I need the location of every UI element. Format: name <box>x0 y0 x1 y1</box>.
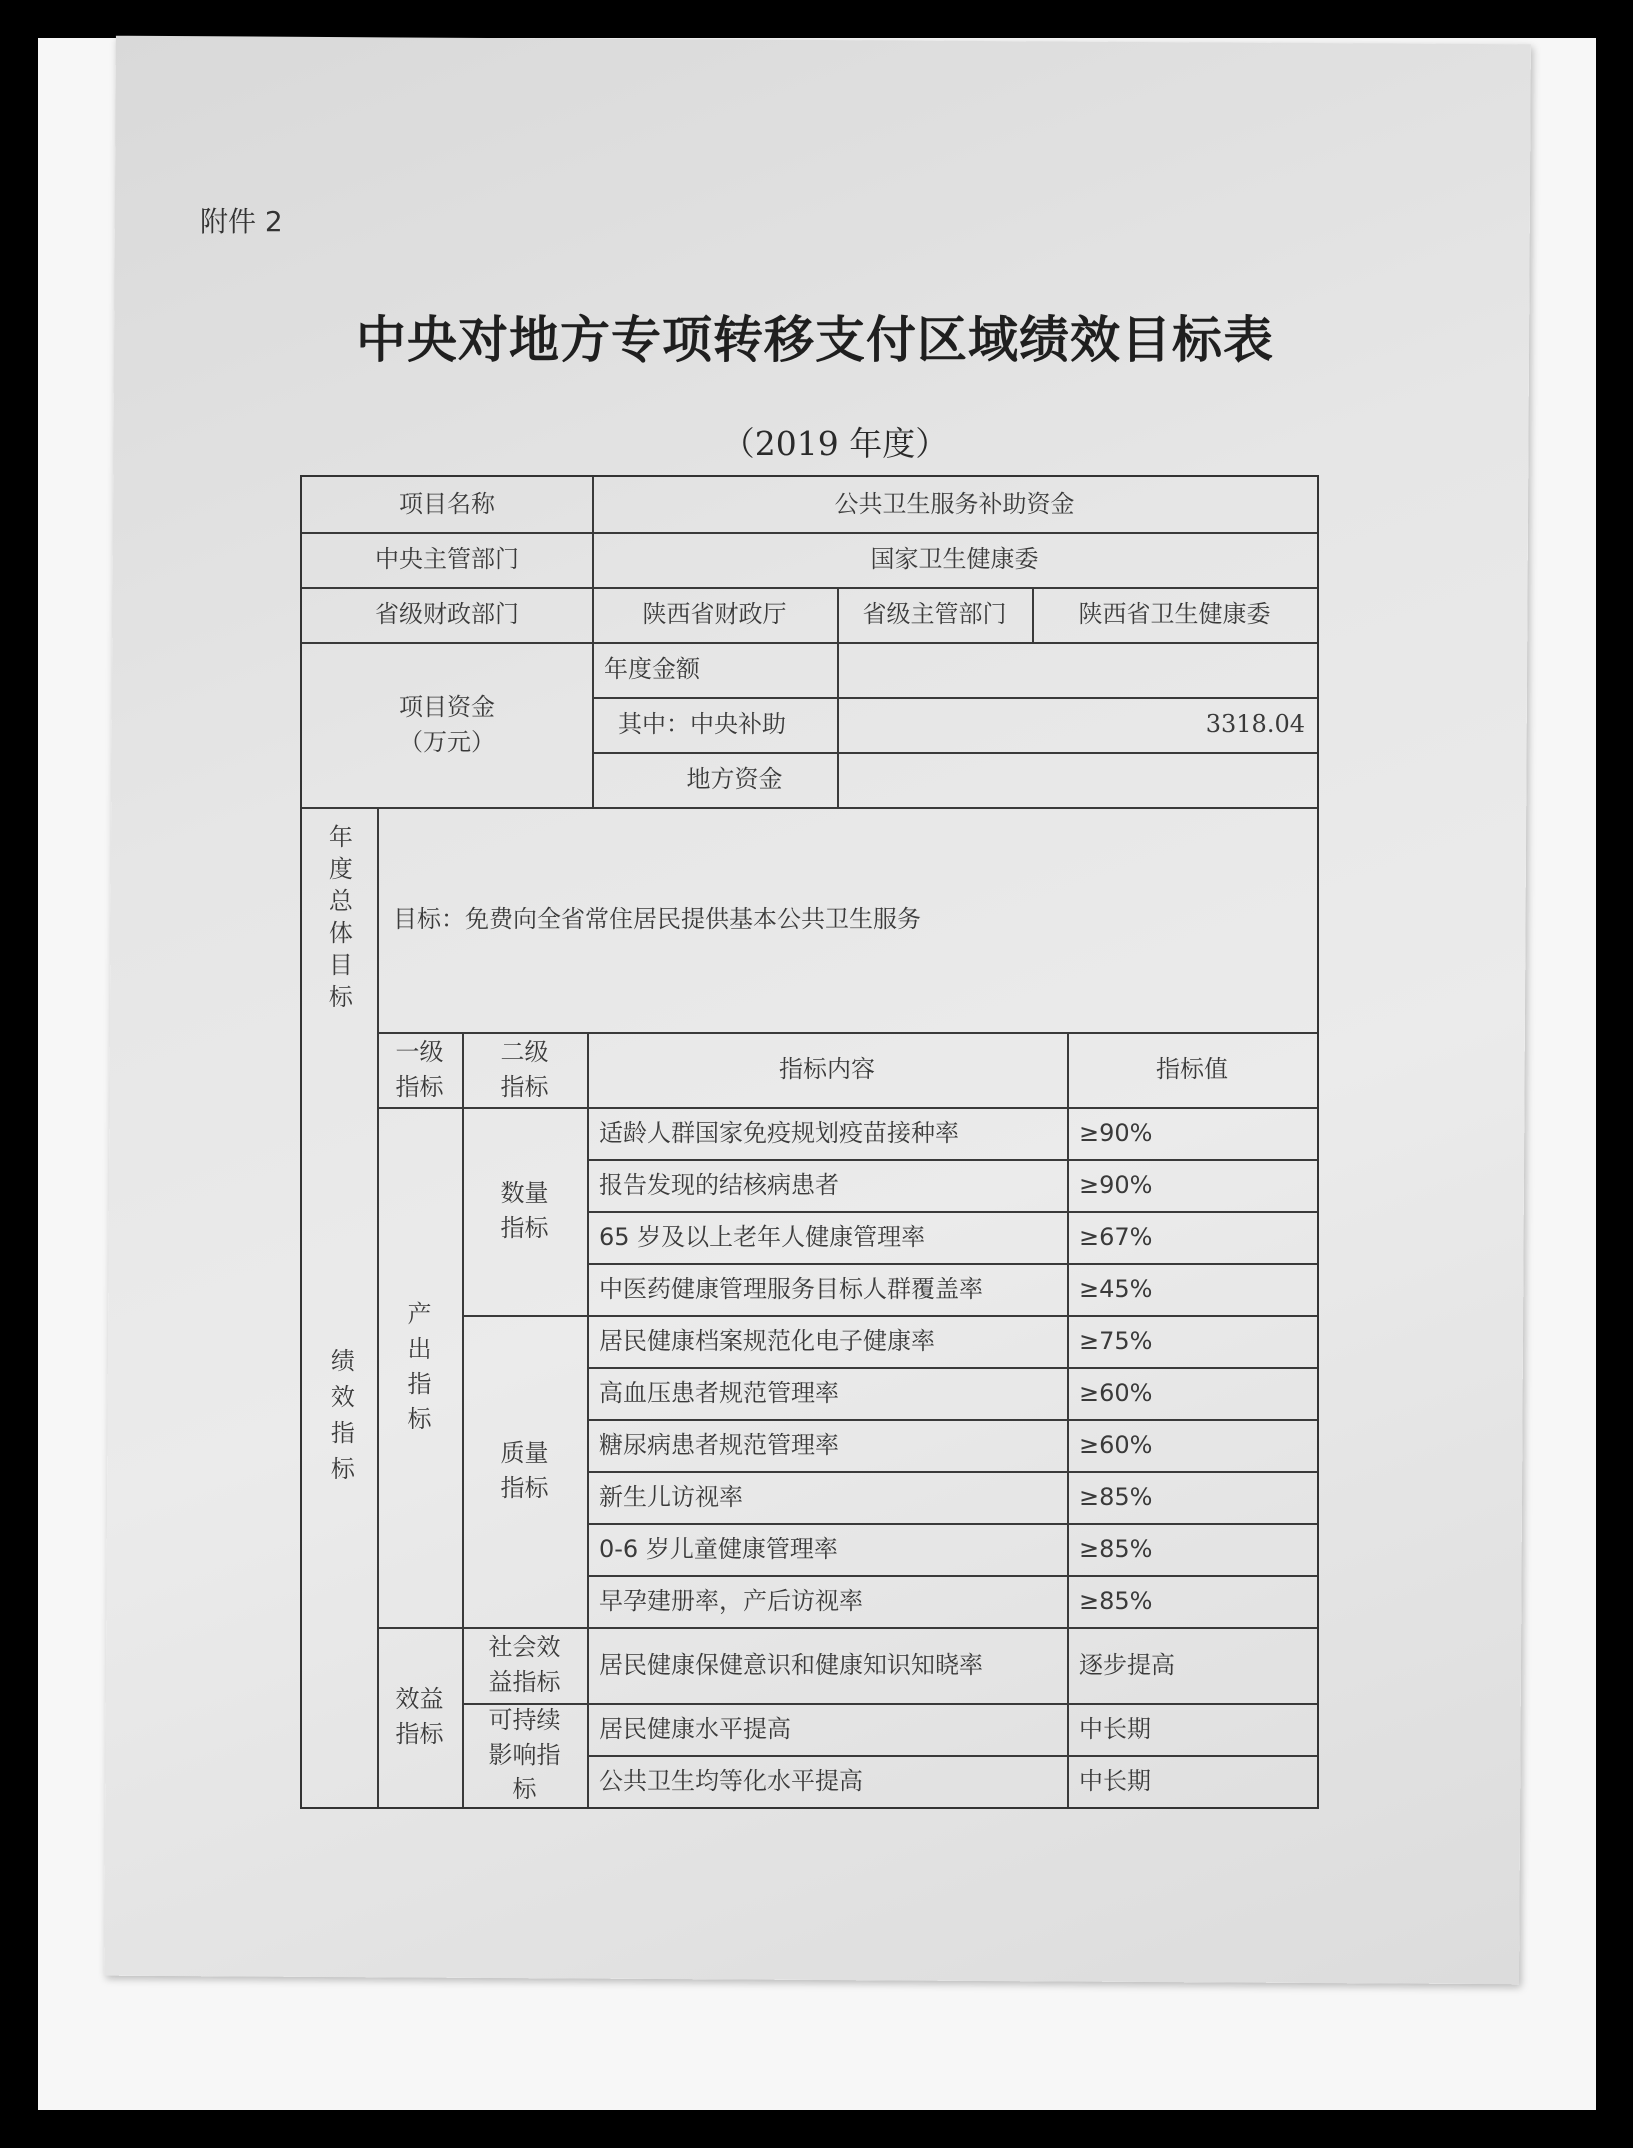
row-value: 逐步提高 <box>1079 1650 1175 1679</box>
row-content: 公共卫生均等化水平提高 <box>599 1766 863 1795</box>
project-name-label: 项目名称 <box>399 490 495 519</box>
row-value: ≥45% <box>1079 1274 1153 1303</box>
row-content: 报告发现的结核病患者 <box>599 1170 839 1199</box>
perf-label: 绩效指标 <box>326 1347 355 1492</box>
row-content: 居民健康保健意识和健康知识知晓率 <box>599 1650 983 1679</box>
row-value: ≥90% <box>1079 1118 1153 1147</box>
row-value: 中长期 <box>1079 1714 1151 1743</box>
row-content: 中医药健康管理服务目标人群覆盖率 <box>599 1274 983 1303</box>
row-value: ≥75% <box>1079 1326 1153 1355</box>
central-subsidy-label: 其中：中央补助 <box>618 710 786 739</box>
level1-header: 一级指标 <box>395 1037 444 1101</box>
row-value: ≥67% <box>1079 1222 1153 1251</box>
prov-dept-value: 陕西省卫生健康委 <box>1078 600 1271 629</box>
attachment-label: 附件 2 <box>200 205 283 238</box>
row-value: ≥60% <box>1079 1378 1153 1407</box>
row-value: ≥60% <box>1079 1430 1153 1459</box>
row-content: 居民健康水平提高 <box>599 1714 791 1743</box>
performance-table <box>300 475 1319 1809</box>
row-content: 高血压患者规范管理率 <box>599 1378 839 1407</box>
row-value: 中长期 <box>1079 1766 1151 1795</box>
output-label: 产出指标 <box>407 1300 432 1433</box>
year-label: （2019 年度） <box>721 424 949 463</box>
project-name-value: 公共卫生服务补助资金 <box>834 490 1075 519</box>
row-content: 居民健康档案规范化电子健康率 <box>599 1326 935 1355</box>
prov-dept-label: 省级主管部门 <box>862 600 1007 629</box>
page-title: 中央对地方专项转移支付区域绩效目标表 <box>356 310 1274 369</box>
row-content: 适龄人群国家免疫规划疫苗接种率 <box>599 1118 959 1147</box>
social-label: 社会效益指标 <box>488 1633 561 1696</box>
content-header: 指标内容 <box>779 1055 875 1084</box>
sustain-label: 可持续影响指标 <box>488 1705 561 1804</box>
row-value: ≥85% <box>1079 1482 1153 1511</box>
annual-goal-text: 目标：免费向全省常住居民提供基本公共卫生服务 <box>393 905 921 934</box>
annual-goal-label: 年度总体目标 <box>324 823 353 1016</box>
funds-unit: （万元） <box>399 727 495 756</box>
funds-label-text: 项目资金 <box>399 692 495 721</box>
central-subsidy-value: 3318.04 <box>1205 710 1305 739</box>
central-dept-value: 国家卫生健康委 <box>870 545 1039 574</box>
prov-finance-label: 省级财政部门 <box>375 600 519 629</box>
level2-header: 二级指标 <box>500 1037 549 1101</box>
annual-amount-label: 年度金额 <box>604 655 700 684</box>
value-header: 指标值 <box>1156 1055 1228 1084</box>
quality-label: 质量指标 <box>500 1439 549 1502</box>
quantity-label: 数量指标 <box>500 1179 549 1242</box>
central-dept-label: 中央主管部门 <box>375 545 519 574</box>
row-content: 早孕建册率，产后访视率 <box>599 1586 863 1615</box>
prov-finance-value: 陕西省财政厅 <box>642 600 787 629</box>
row-value: ≥85% <box>1079 1534 1153 1563</box>
row-content: 新生儿访视率 <box>599 1482 743 1511</box>
row-content: 0-6 岁儿童健康管理率 <box>599 1534 838 1563</box>
funds-label <box>302 642 592 807</box>
benefit-label: 效益指标 <box>395 1685 444 1748</box>
row-value: ≥85% <box>1079 1586 1153 1615</box>
row-content: 65 岁及以上老年人健康管理率 <box>599 1222 926 1251</box>
local-funds-label: 地方资金 <box>686 765 783 794</box>
row-content: 糖尿病患者规范管理率 <box>599 1430 839 1459</box>
row-value: ≥90% <box>1079 1170 1153 1199</box>
